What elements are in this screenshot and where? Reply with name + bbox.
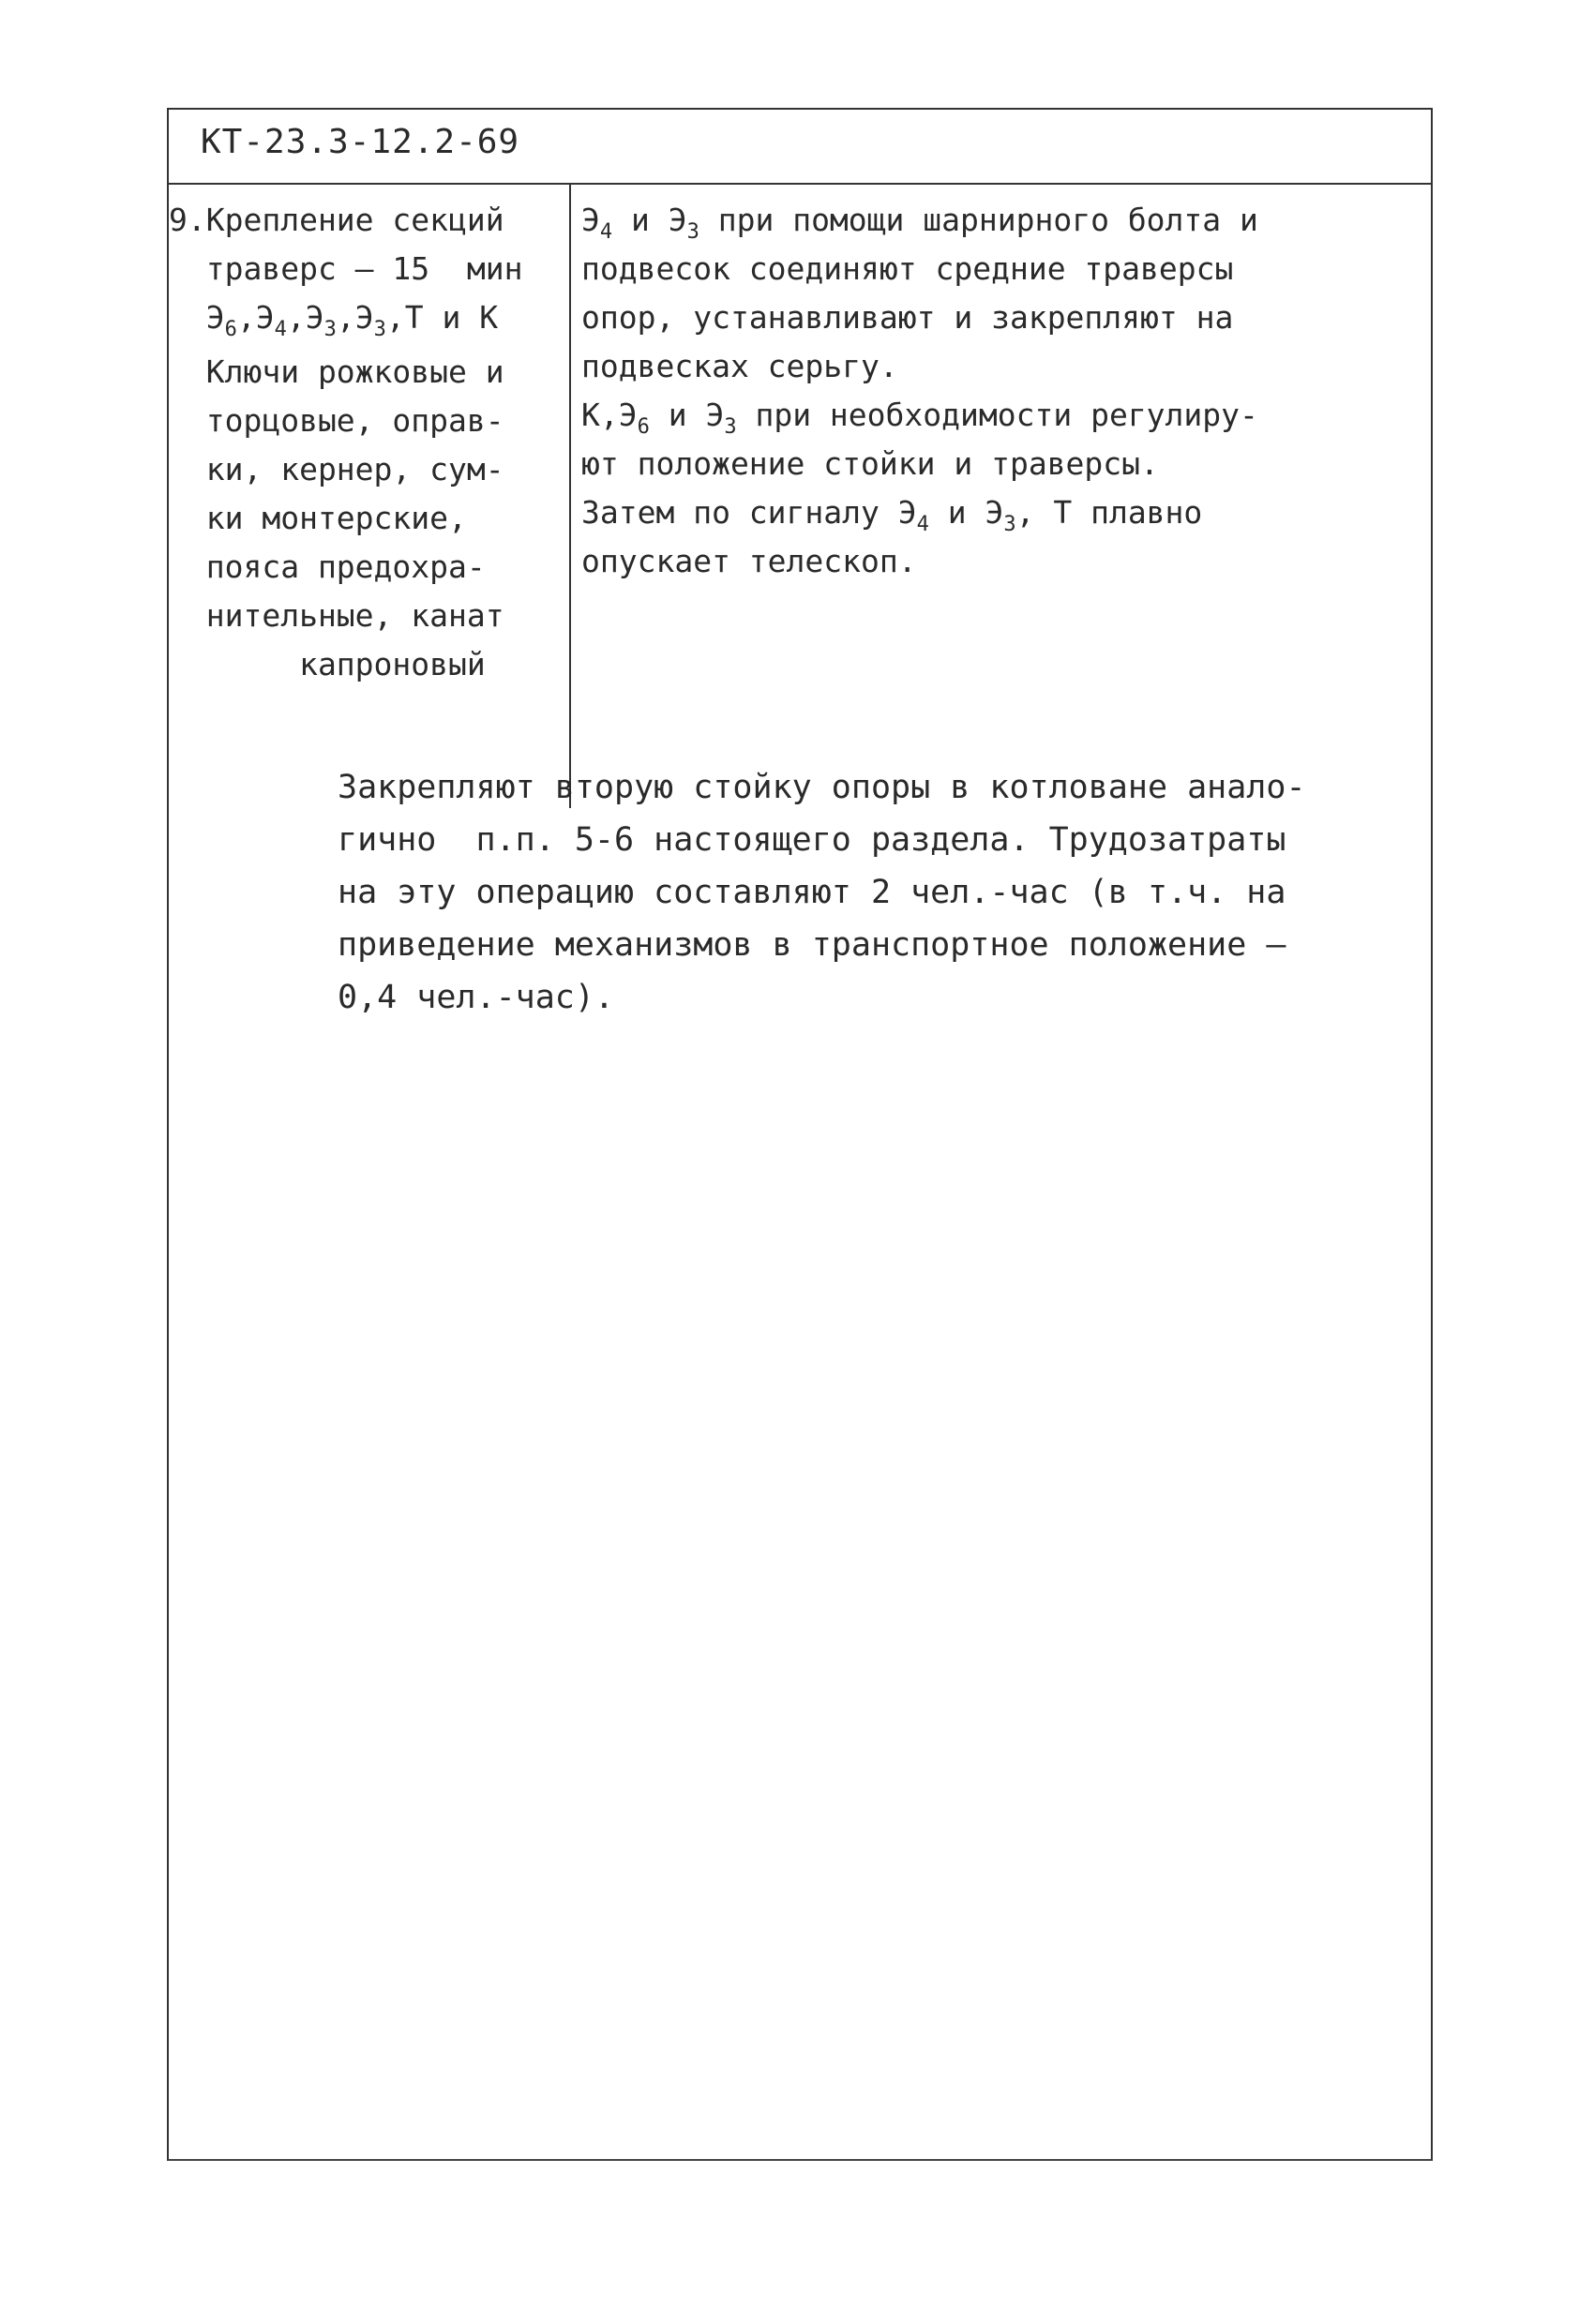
description-line: $К,Э_6$ и $Э_3$ при необходимости регулиру- [581,397,1258,439]
paragraph-line: 0,4 чел.-час). [338,979,615,1016]
operation-description [581,196,1425,586]
paragraph-line: гично п.п. 5-6 настоящего раздела. Трудозатраты [338,821,1286,859]
tools-line: торцовые, оправ- [169,402,504,439]
description-line: $Э_4$ и $Э_3$ при помощи шарнирного болта и [581,202,1258,244]
description-line: подвесок соединяют средние траверсы [581,250,1234,287]
operation-title-line: 9.Крепление секций [169,202,504,238]
page-frame [167,108,1433,2161]
paragraph-line: Закрепляют вторую стойку опоры в котловане анало- [338,769,1306,806]
tools-line: ки монтерские, [169,500,467,536]
header-row [169,110,1431,185]
tools-line: ки, кернер, сум- [169,451,504,487]
description-line: опор, устанавливают и закрепляют на [581,299,1234,336]
performers-line: $Э_6,Э_4,Э_3,Э_3,Т$ и К [169,299,499,341]
description-line: Затем по сигналу $Э_4$ и $Э_3$, Т плавно [581,494,1203,536]
tools-line: Ключи рожковые и [169,353,504,390]
tools-line: нительные, канат [169,597,504,634]
body-paragraph [338,761,1416,1024]
description-line: опускает телескоп. [581,543,917,579]
column-divider [569,185,571,808]
description-line: ют положение стойки и траверсы. [581,445,1159,482]
paragraph-line: приведение механизмов в транспортное положение – [338,926,1286,964]
operation-left-column [169,196,567,689]
document-code: КТ-23.3-12.2-69 [201,123,520,161]
operation-title-line: траверс – 15 мин [169,250,523,287]
paragraph-line: на эту операцию составляют 2 чел.-час (в т.ч. на [338,874,1286,911]
description-line: подвесках серьгу. [581,348,898,384]
tools-list [169,348,567,689]
tools-line: капроновый [169,646,486,682]
tools-line: пояса предохра- [169,548,486,585]
